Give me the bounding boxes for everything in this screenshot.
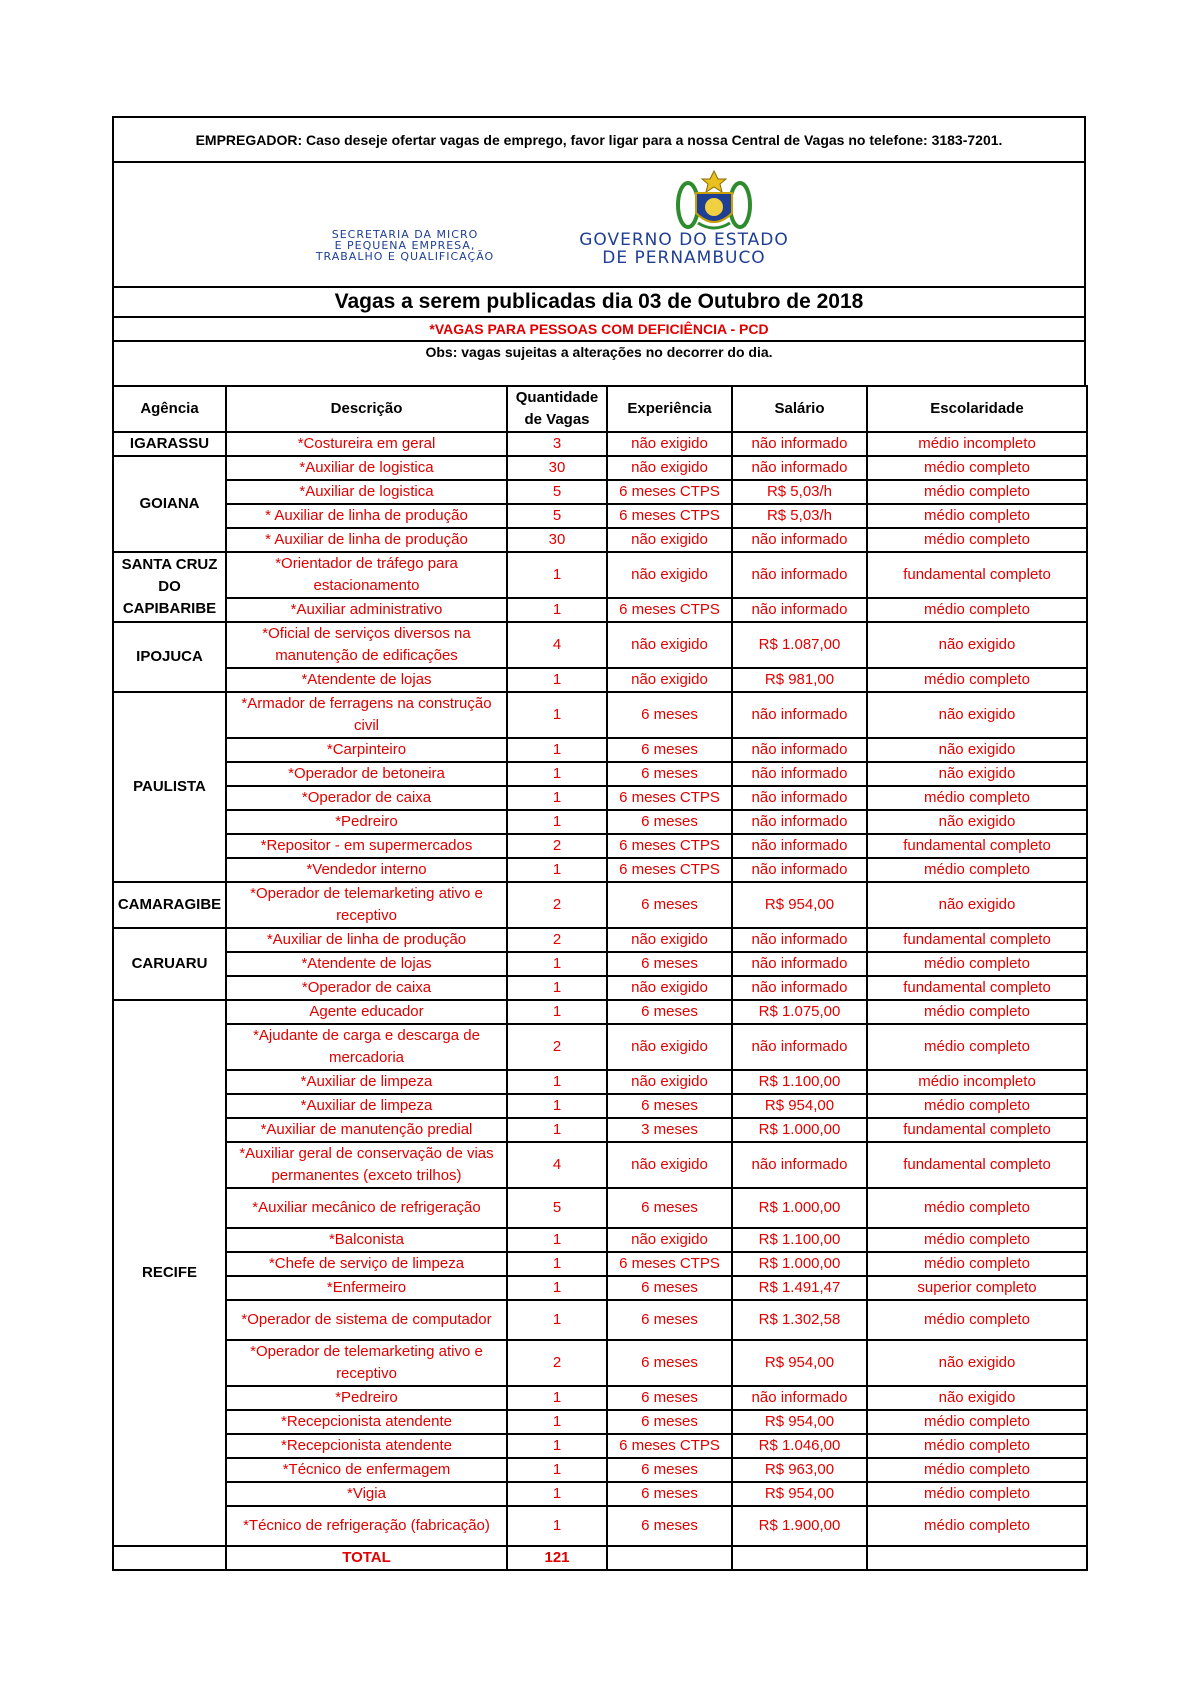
experiencia-cell: 6 meses <box>607 1094 732 1118</box>
quantidade-cell: 1 <box>507 1386 607 1410</box>
quantidade-cell: 1 <box>507 1410 607 1434</box>
column-header-experiencia: Experiência <box>607 386 732 432</box>
escolaridade-cell: não exigido <box>867 762 1087 786</box>
table-row <box>113 928 1087 952</box>
table-row <box>113 528 1087 552</box>
experiencia-cell: 6 meses <box>607 1300 732 1340</box>
salario-cell: R$ 5,03/h <box>732 504 867 528</box>
descricao-cell: *Recepcionista atendente <box>226 1410 507 1434</box>
experiencia-cell: 6 meses <box>607 762 732 786</box>
escolaridade-cell: médio completo <box>867 528 1087 552</box>
experiencia-cell: 6 meses CTPS <box>607 786 732 810</box>
escolaridade-cell: médio completo <box>867 1094 1087 1118</box>
table-row <box>113 858 1087 882</box>
column-header-salario: Salário <box>732 386 867 432</box>
vacancies-table <box>112 385 1088 1571</box>
table-row <box>113 1506 1087 1546</box>
table-row <box>113 762 1087 786</box>
descricao-cell: *Auxiliar de logistica <box>226 456 507 480</box>
table-row <box>113 1142 1087 1188</box>
experiencia-cell: 6 meses <box>607 692 732 738</box>
obs-note: Obs: vagas sujeitas a alterações no decorrer do dia. <box>113 341 1085 386</box>
salario-cell: não informado <box>732 858 867 882</box>
table-row <box>113 1458 1087 1482</box>
escolaridade-cell: não exigido <box>867 1340 1087 1386</box>
descricao-cell: *Operador de telemarketing ativo e receptivo <box>226 882 507 928</box>
descricao-cell: *Auxiliar de linha de produção <box>226 928 507 952</box>
quantidade-cell: 1 <box>507 1276 607 1300</box>
table-row <box>113 1188 1087 1228</box>
salario-cell: não informado <box>732 528 867 552</box>
experiencia-cell: não exigido <box>607 622 732 668</box>
table-row <box>113 834 1087 858</box>
descricao-cell: *Auxiliar de logistica <box>226 480 507 504</box>
agency-cell: SANTA CRUZ DO CAPIBARIBE <box>113 552 226 622</box>
escolaridade-cell: médio completo <box>867 952 1087 976</box>
escolaridade-cell: médio completo <box>867 1482 1087 1506</box>
experiencia-cell: 6 meses <box>607 1340 732 1386</box>
experiencia-cell: 6 meses CTPS <box>607 1434 732 1458</box>
escolaridade-cell: médio incompleto <box>867 432 1087 456</box>
salario-cell: R$ 1.087,00 <box>732 622 867 668</box>
escolaridade-cell: médio completo <box>867 1300 1087 1340</box>
descricao-cell: *Enfermeiro <box>226 1276 507 1300</box>
experiencia-cell: 6 meses CTPS <box>607 858 732 882</box>
agency-cell: CARUARU <box>113 928 226 1000</box>
salario-cell: R$ 1.100,00 <box>732 1228 867 1252</box>
salario-cell: não informado <box>732 552 867 598</box>
salario-cell: não informado <box>732 456 867 480</box>
escolaridade-cell: não exigido <box>867 1386 1087 1410</box>
table-row <box>113 552 1087 598</box>
table-row <box>113 786 1087 810</box>
escolaridade-cell: não exigido <box>867 692 1087 738</box>
descricao-cell: *Auxiliar mecânico de refrigeração <box>226 1188 507 1228</box>
descricao-cell: *Auxiliar geral de conservação de vias permanentes (exceto trilhos) <box>226 1142 507 1188</box>
total-value: 121 <box>507 1546 607 1570</box>
experiencia-cell: 6 meses CTPS <box>607 1252 732 1276</box>
descricao-cell: *Repositor - em supermercados <box>226 834 507 858</box>
quantidade-cell: 1 <box>507 1118 607 1142</box>
escolaridade-cell: fundamental completo <box>867 552 1087 598</box>
salario-cell: R$ 1.100,00 <box>732 1070 867 1094</box>
quantidade-cell: 5 <box>507 1188 607 1228</box>
salario-cell: R$ 954,00 <box>732 1340 867 1386</box>
salario-cell: R$ 954,00 <box>732 1410 867 1434</box>
quantidade-cell: 2 <box>507 928 607 952</box>
quantidade-cell: 30 <box>507 528 607 552</box>
escolaridade-cell: não exigido <box>867 810 1087 834</box>
salario-cell: R$ 1.900,00 <box>732 1506 867 1546</box>
total-empty-sal <box>732 1546 867 1570</box>
agency-cell: CAMARAGIBE <box>113 882 226 928</box>
quantidade-cell: 2 <box>507 1024 607 1070</box>
quantidade-cell: 5 <box>507 504 607 528</box>
salario-cell: não informado <box>732 976 867 1000</box>
salario-cell: R$ 1.000,00 <box>732 1188 867 1228</box>
descricao-cell: *Operador de betoneira <box>226 762 507 786</box>
descricao-cell: *Auxiliar de limpeza <box>226 1070 507 1094</box>
salario-cell: R$ 954,00 <box>732 1482 867 1506</box>
descricao-cell: *Vendedor interno <box>226 858 507 882</box>
job-listing-sheet <box>112 116 1086 1571</box>
descricao-cell: *Pedreiro <box>226 810 507 834</box>
escolaridade-cell: médio completo <box>867 858 1087 882</box>
escolaridade-cell: médio completo <box>867 1188 1087 1228</box>
escolaridade-cell: médio completo <box>867 1434 1087 1458</box>
escolaridade-cell: médio incompleto <box>867 1070 1087 1094</box>
table-row <box>113 692 1087 738</box>
experiencia-cell: não exigido <box>607 928 732 952</box>
secretaria-logo-text: SECRETARIA DA MICRO E PEQUENA EMPRESA, TRABALHO E QUALIFICAÇÃO <box>315 228 495 263</box>
table-row <box>113 1228 1087 1252</box>
escolaridade-cell: fundamental completo <box>867 928 1087 952</box>
table-row <box>113 1000 1087 1024</box>
agency-cell: RECIFE <box>113 1000 226 1546</box>
experiencia-cell: 6 meses <box>607 1000 732 1024</box>
escolaridade-cell: fundamental completo <box>867 1118 1087 1142</box>
salario-cell: não informado <box>732 598 867 622</box>
experiencia-cell: não exigido <box>607 1228 732 1252</box>
descricao-cell: *Auxiliar de manutenção predial <box>226 1118 507 1142</box>
escolaridade-cell: médio completo <box>867 668 1087 692</box>
table-row <box>113 432 1087 456</box>
quantidade-cell: 1 <box>507 1434 607 1458</box>
escolaridade-cell: médio completo <box>867 1024 1087 1070</box>
escolaridade-cell: superior completo <box>867 1276 1087 1300</box>
table-row <box>113 882 1087 928</box>
quantidade-cell: 1 <box>507 1252 607 1276</box>
salario-cell: não informado <box>732 432 867 456</box>
escolaridade-cell: médio completo <box>867 504 1087 528</box>
salario-cell: não informado <box>732 786 867 810</box>
escolaridade-cell: médio completo <box>867 1252 1087 1276</box>
salario-cell: R$ 981,00 <box>732 668 867 692</box>
table-row <box>113 1482 1087 1506</box>
agency-cell: GOIANA <box>113 456 226 552</box>
descricao-cell: *Técnico de enfermagem <box>226 1458 507 1482</box>
quantidade-cell: 1 <box>507 762 607 786</box>
table-row <box>113 1252 1087 1276</box>
table-row <box>113 1276 1087 1300</box>
table-row <box>113 504 1087 528</box>
experiencia-cell: não exigido <box>607 1142 732 1188</box>
agency-cell: IGARASSU <box>113 432 226 456</box>
experiencia-cell: 6 meses <box>607 1506 732 1546</box>
salario-cell: não informado <box>732 1386 867 1410</box>
salario-cell: não informado <box>732 738 867 762</box>
experiencia-cell: 6 meses <box>607 1410 732 1434</box>
quantidade-cell: 1 <box>507 858 607 882</box>
quantidade-cell: 1 <box>507 976 607 1000</box>
table-row <box>113 1434 1087 1458</box>
experiencia-cell: não exigido <box>607 456 732 480</box>
escolaridade-cell: médio completo <box>867 598 1087 622</box>
salario-cell: R$ 1.000,00 <box>732 1118 867 1142</box>
salario-cell: não informado <box>732 692 867 738</box>
quantidade-cell: 2 <box>507 882 607 928</box>
total-empty-esc <box>867 1546 1087 1570</box>
escolaridade-cell: não exigido <box>867 738 1087 762</box>
quantidade-cell: 1 <box>507 692 607 738</box>
experiencia-cell: não exigido <box>607 976 732 1000</box>
column-header-quantidade: Quantidade de Vagas <box>507 386 607 432</box>
experiencia-cell: 3 meses <box>607 1118 732 1142</box>
salario-cell: não informado <box>732 762 867 786</box>
salario-cell: não informado <box>732 1142 867 1188</box>
total-label: TOTAL <box>226 1546 507 1570</box>
quantidade-cell: 1 <box>507 810 607 834</box>
salario-cell: não informado <box>732 952 867 976</box>
quantidade-cell: 1 <box>507 738 607 762</box>
descricao-cell: *Auxiliar de limpeza <box>226 1094 507 1118</box>
quantidade-cell: 1 <box>507 1300 607 1340</box>
escolaridade-cell: médio completo <box>867 456 1087 480</box>
quantidade-cell: 4 <box>507 622 607 668</box>
salario-cell: R$ 1.075,00 <box>732 1000 867 1024</box>
descricao-cell: *Ajudante de carga e descarga de mercadoria <box>226 1024 507 1070</box>
escolaridade-cell: médio completo <box>867 1458 1087 1482</box>
descricao-cell: *Pedreiro <box>226 1386 507 1410</box>
pcd-note: *VAGAS PARA PESSOAS COM DEFICIÊNCIA - PCD <box>113 317 1085 341</box>
table-row <box>113 598 1087 622</box>
quantidade-cell: 1 <box>507 668 607 692</box>
experiencia-cell: 6 meses CTPS <box>607 834 732 858</box>
quantidade-cell: 1 <box>507 1070 607 1094</box>
experiencia-cell: 6 meses <box>607 952 732 976</box>
experiencia-cell: 6 meses <box>607 810 732 834</box>
descricao-cell: *Carpinteiro <box>226 738 507 762</box>
column-header-agencia: Agência <box>113 386 226 432</box>
quantidade-cell: 1 <box>507 1000 607 1024</box>
descricao-cell: Agente educador <box>226 1000 507 1024</box>
experiencia-cell: não exigido <box>607 1070 732 1094</box>
logo-banner <box>113 162 1085 287</box>
table-row <box>113 668 1087 692</box>
quantidade-cell: 1 <box>507 598 607 622</box>
table-row <box>113 976 1087 1000</box>
pernambuco-coat-of-arms-icon <box>674 169 754 235</box>
salario-cell: R$ 1.046,00 <box>732 1434 867 1458</box>
table-row <box>113 738 1087 762</box>
page-title: Vagas a serem publicadas dia 03 de Outubro de 2018 <box>113 287 1085 317</box>
employer-notice: EMPREGADOR: Caso deseje ofertar vagas de emprego, favor ligar para a nossa Central de Vagas no telefone: 3183-7201. <box>113 117 1085 162</box>
escolaridade-cell: fundamental completo <box>867 1142 1087 1188</box>
salario-cell: não informado <box>732 928 867 952</box>
escolaridade-cell: médio completo <box>867 1506 1087 1546</box>
agency-cell: IPOJUCA <box>113 622 226 692</box>
quantidade-cell: 1 <box>507 1228 607 1252</box>
quantidade-cell: 1 <box>507 552 607 598</box>
escolaridade-cell: não exigido <box>867 622 1087 668</box>
descricao-cell: *Oficial de serviços diversos na manutenção de edificações <box>226 622 507 668</box>
salario-cell: R$ 954,00 <box>732 882 867 928</box>
experiencia-cell: 6 meses CTPS <box>607 504 732 528</box>
descricao-cell: * Auxiliar de linha de produção <box>226 528 507 552</box>
experiencia-cell: 6 meses <box>607 1482 732 1506</box>
salario-cell: não informado <box>732 1024 867 1070</box>
experiencia-cell: não exigido <box>607 1024 732 1070</box>
experiencia-cell: 6 meses <box>607 1188 732 1228</box>
descricao-cell: *Operador de telemarketing ativo e receptivo <box>226 1340 507 1386</box>
table-row <box>113 456 1087 480</box>
table-body <box>113 432 1087 1570</box>
descricao-cell: *Recepcionista atendente <box>226 1434 507 1458</box>
descricao-cell: *Balconista <box>226 1228 507 1252</box>
total-empty-agency <box>113 1546 226 1570</box>
experiencia-cell: não exigido <box>607 432 732 456</box>
quantidade-cell: 3 <box>507 432 607 456</box>
experiencia-cell: 6 meses <box>607 738 732 762</box>
salario-cell: R$ 5,03/h <box>732 480 867 504</box>
quantidade-cell: 1 <box>507 1458 607 1482</box>
experiencia-cell: não exigido <box>607 668 732 692</box>
experiencia-cell: 6 meses CTPS <box>607 598 732 622</box>
table-row <box>113 1340 1087 1386</box>
experiencia-cell: 6 meses CTPS <box>607 480 732 504</box>
header-box <box>112 116 1086 387</box>
quantidade-cell: 1 <box>507 1094 607 1118</box>
table-row <box>113 480 1087 504</box>
table-row <box>113 1070 1087 1094</box>
table-row <box>113 1300 1087 1340</box>
descricao-cell: *Operador de caixa <box>226 786 507 810</box>
descricao-cell: * Auxiliar de linha de produção <box>226 504 507 528</box>
salario-cell: R$ 1.302,58 <box>732 1300 867 1340</box>
experiencia-cell: 6 meses <box>607 1276 732 1300</box>
agency-cell: PAULISTA <box>113 692 226 882</box>
quantidade-cell: 2 <box>507 834 607 858</box>
descricao-cell: *Operador de caixa <box>226 976 507 1000</box>
table-row <box>113 1118 1087 1142</box>
descricao-cell: *Técnico de refrigeração (fabricação) <box>226 1506 507 1546</box>
table-row <box>113 622 1087 668</box>
experiencia-cell: 6 meses <box>607 1458 732 1482</box>
escolaridade-cell: médio completo <box>867 786 1087 810</box>
table-header-row <box>113 386 1087 432</box>
salario-cell: não informado <box>732 810 867 834</box>
table-row <box>113 1094 1087 1118</box>
table-row <box>113 952 1087 976</box>
descricao-cell: *Atendente de lojas <box>226 952 507 976</box>
column-header-descricao: Descrição <box>226 386 507 432</box>
salario-cell: não informado <box>732 834 867 858</box>
quantidade-cell: 1 <box>507 952 607 976</box>
column-header-escolaridade: Escolaridade <box>867 386 1087 432</box>
total-empty-exp <box>607 1546 732 1570</box>
salario-cell: R$ 1.000,00 <box>732 1252 867 1276</box>
descricao-cell: *Auxiliar administrativo <box>226 598 507 622</box>
table-row <box>113 1386 1087 1410</box>
quantidade-cell: 30 <box>507 456 607 480</box>
escolaridade-cell: fundamental completo <box>867 976 1087 1000</box>
descricao-cell: *Vigia <box>226 1482 507 1506</box>
descricao-cell: *Atendente de lojas <box>226 668 507 692</box>
salario-cell: R$ 963,00 <box>732 1458 867 1482</box>
descricao-cell: *Orientador de tráfego para estacionamento <box>226 552 507 598</box>
salario-cell: R$ 1.491,47 <box>732 1276 867 1300</box>
descricao-cell: *Armador de ferragens na construção civil <box>226 692 507 738</box>
escolaridade-cell: não exigido <box>867 882 1087 928</box>
experiencia-cell: não exigido <box>607 552 732 598</box>
descricao-cell: *Operador de sistema de computador <box>226 1300 507 1340</box>
table-row <box>113 1024 1087 1070</box>
escolaridade-cell: médio completo <box>867 1410 1087 1434</box>
quantidade-cell: 4 <box>507 1142 607 1188</box>
escolaridade-cell: médio completo <box>867 1000 1087 1024</box>
experiencia-cell: não exigido <box>607 528 732 552</box>
table-row <box>113 810 1087 834</box>
descricao-cell: *Costureira em geral <box>226 432 507 456</box>
quantidade-cell: 1 <box>507 1506 607 1546</box>
escolaridade-cell: médio completo <box>867 1228 1087 1252</box>
governo-logo-text: GOVERNO DO ESTADO DE PERNAMBUCO <box>579 230 789 268</box>
quantidade-cell: 2 <box>507 1340 607 1386</box>
salario-cell: R$ 954,00 <box>732 1094 867 1118</box>
quantidade-cell: 1 <box>507 786 607 810</box>
table-row <box>113 1410 1087 1434</box>
escolaridade-cell: médio completo <box>867 480 1087 504</box>
descricao-cell: *Chefe de serviço de limpeza <box>226 1252 507 1276</box>
quantidade-cell: 5 <box>507 480 607 504</box>
quantidade-cell: 1 <box>507 1482 607 1506</box>
experiencia-cell: 6 meses <box>607 882 732 928</box>
escolaridade-cell: fundamental completo <box>867 834 1087 858</box>
total-row <box>113 1546 1087 1570</box>
experiencia-cell: 6 meses <box>607 1386 732 1410</box>
